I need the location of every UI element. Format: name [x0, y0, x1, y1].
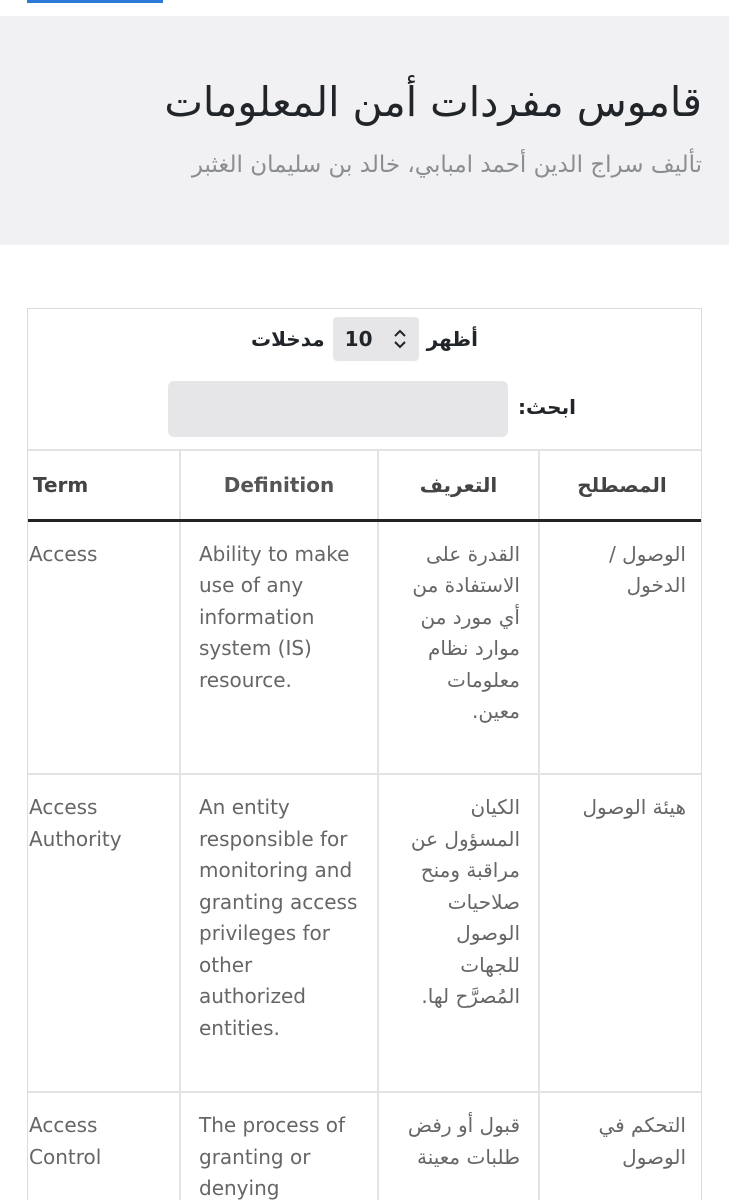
table-header-row	[27, 450, 702, 520]
arabic-definition-cell: قبول أو رفض طلبات معينة	[378, 1092, 539, 1200]
column-header-arabic-term[interactable]: المصطلح	[539, 450, 702, 520]
term-cell	[27, 1092, 180, 1200]
search-input[interactable]	[168, 381, 508, 437]
arabic-term-cell: هيئة الوصول	[539, 774, 702, 1092]
arabic-term-cell: الوصول / الدخول	[539, 520, 702, 774]
term-text: Access Control	[29, 1113, 102, 1169]
top-accent-bar	[27, 0, 163, 3]
dictionary-table	[27, 449, 702, 1200]
definition-cell: The process of granting or denying	[180, 1092, 378, 1200]
entries-per-page-select[interactable]	[333, 317, 419, 361]
arabic-definition-cell: القدرة على الاستفادة من أي مورد من موارد نظام معلومات معين.	[378, 520, 539, 774]
term-cell	[27, 520, 180, 774]
page-subtitle: تأليف سراج الدين أحمد امبابي، خالد بن سليمان الغثبر	[191, 152, 702, 178]
table-row	[27, 774, 702, 1092]
search-label: ابحث:	[518, 395, 576, 419]
term-text: Access Authority	[29, 795, 122, 851]
entries-label: مدخلات	[251, 327, 325, 351]
definition-cell: An entity responsible for monitoring and granting access privileges for other authorized entities.	[180, 774, 378, 1092]
page-title: قاموس مفردات أمن المعلومات	[164, 78, 702, 126]
column-header-definition[interactable]: Definition	[180, 450, 378, 520]
column-header-arabic-definition[interactable]: التعريف	[378, 450, 539, 520]
table-row	[27, 520, 702, 774]
search-control	[28, 381, 701, 439]
column-header-term[interactable]: Term	[27, 450, 180, 520]
arabic-definition-cell: الكيان المسؤول عن مراقبة ومنح صلاحيات الوصول للجهات المُصرَّح لها.	[378, 774, 539, 1092]
definition-cell: Ability to make use of any information system (IS) resource.	[180, 520, 378, 774]
select-up-down-icon	[393, 328, 407, 350]
table-row	[27, 1092, 702, 1200]
show-label: أظهر	[426, 327, 478, 351]
term-cell	[27, 774, 180, 1092]
entries-per-page-value: 10	[344, 327, 373, 351]
dictionary-table-panel	[27, 308, 702, 1200]
arabic-term-cell: التحكم في الوصول	[539, 1092, 702, 1200]
page-header	[0, 16, 729, 245]
entries-length-control	[28, 309, 701, 369]
term-text: Access	[29, 541, 98, 566]
